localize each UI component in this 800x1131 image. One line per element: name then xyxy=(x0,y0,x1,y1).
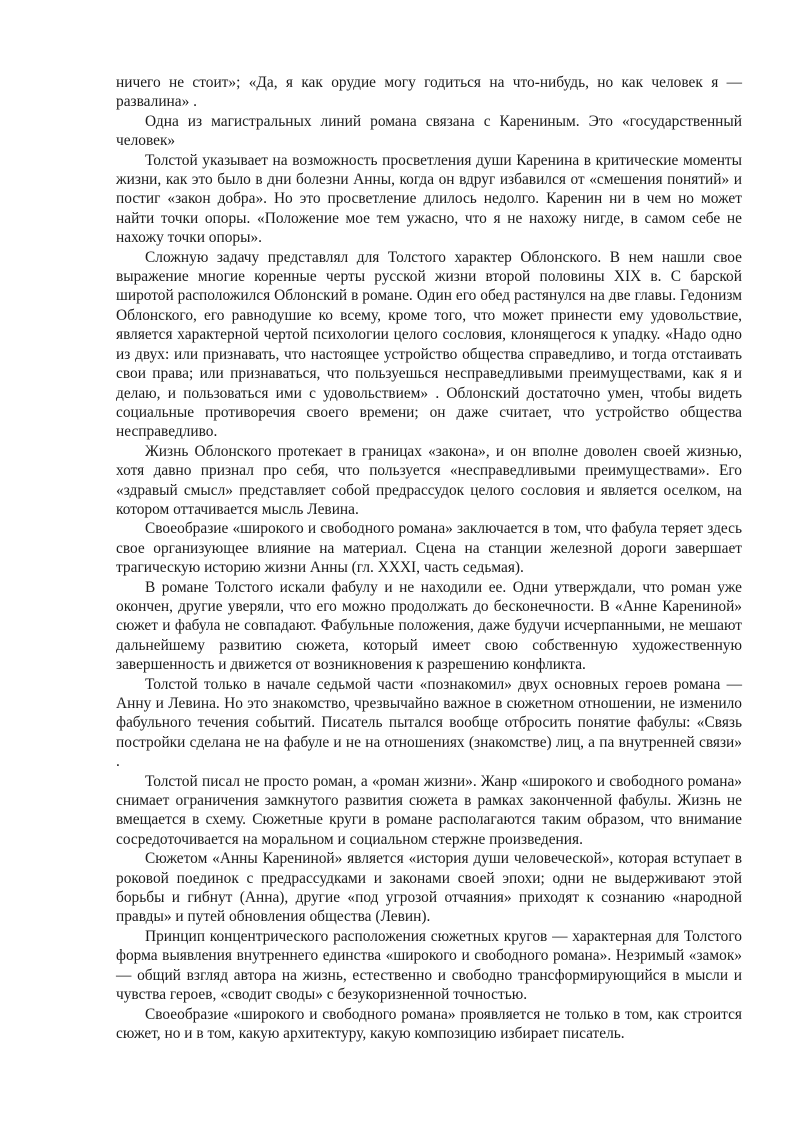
paragraph-5: Жизнь Облонского протекает в границах «закона», и он вполне доволен своей жизнью, хотя давно признал про себя, что пользуется «несправедливыми преимуществами». Его «здравый смысл» представляет собой предрассудок целого сословия и является оселком, на котором оттачивается мысль Левина. xyxy=(116,442,742,518)
paragraph-3: Толстой указывает на возможность просветления души Каренина в критические моменты жизни, как это было в дни болезни Анны, когда он вдруг избавился от «смешения понятий» и постиг «закон добра». Но это просветление длилось недолго. Каренин ни в чем но может найти точки опоры. «Положение мое тем ужасно, что я не нахожу нигде, в самом себе не нахожу точки опоры». xyxy=(116,151,742,247)
paragraph-9: Толстой писал не просто роман, а «роман жизни». Жанр «широкого и свободного романа» снимает ограничения замкнутого развития сюжета в рамках законченной фабулы. Жизнь не вмещается в схему. Сюжетные круги в романе располагаются таким образом, что внимание сосредоточивается на моральном и социальном стержне произведения. xyxy=(116,772,742,848)
paragraph-8: Толстой только в начале седьмой части «познакомил» двух основных героев романа — Анну и Левина. Но это знакомство, чрезвычайно важное в сюжетном отношении, не изменило фабульного течения событий. Писатель пытался вообще отбросить понятие фабулы: «Связь постройки сделана не на фабуле и не на отношениях (знакомстве) лиц, а па внутренней связи» . xyxy=(116,675,742,771)
document-page xyxy=(116,73,742,1043)
paragraph-4: Сложную задачу представлял для Толстого характер Облонского. В нем нашли свое выражение многие коренные черты русской жизни второй половины XIX в. С барской широтой расположился Облонский в романе. Один его обед растянулся на две главы. Гедонизм Облонского, его равнодушие ко всему, кроме того, что может принести ему удовольствие, является характерной чертой психологии целого сословия, клонящегося к упадку. «Надо одно из двух: или признавать, что настоящее устройство общества справедливо, и тогда отстаивать свои права; или признаваться, что пользуешься несправедливыми преимуществами, как я и делаю, и пользоваться ими с удовольствием» . Облонский достаточно умен, чтобы видеть социальные противоречия своего времени; он даже считает, что устройство общества несправедливо. xyxy=(116,248,742,441)
paragraph-11: Принцип концентрического расположения сюжетных кругов — характерная для Толстого форма выявления внутреннего единства «широкого и свободного романа». Незримый «замок» — общий взгляд автора на жизнь, естественно и свободно трансформирующийся в мысли и чувства героев, «сводит своды» с безукоризненной точностью. xyxy=(116,927,742,1004)
paragraph-12: Своеобразие «широкого и свободного романа» проявляется не только в том, как строится сюжет, но и в том, какую архитектуру, какую композицию избирает писатель. xyxy=(116,1005,742,1042)
paragraph-1: ничего не стоит»; «Да, я как орудие могу годиться на что-нибудь, но как человек я — развалина» . xyxy=(116,74,742,111)
paragraph-6: Своеобразие «широкого и свободного романа» заключается в том, что фабула теряет здесь свое организующее влияние на материал. Сцена на станции железной дороги завершает трагическую историю жизни Анны (гл. XXXI, часть седьмая). xyxy=(116,520,742,577)
paragraph-10: Сюжетом «Анны Карениной» является «история души человеческой», которая вступает в роковой поединок с предрассудками и законами своей эпохи; одни не выдерживают этой борьбы и гибнут (Анна), другие «под угрозой отчаяния» приходят к сознанию «народной правды» и путей обновления общества (Левин). xyxy=(116,850,742,926)
paragraph-7: В романе Толстого искали фабулу и не находили ее. Одни утверждали, что роман уже окончен, другие уверяли, что его можно продолжать до бесконечности. В «Анне Карениной» сюжет и фабула не совпадают. Фабульные положения, даже будучи исчерпанными, не мешают дальнейшему развитию сюжета, который имеет свою собственную художественную завершенность и движется от возникновения к разрешению конфликта. xyxy=(116,578,742,674)
paragraph-2: Одна из магистральных линий романа связана с Карениным. Это «государственный человек» xyxy=(116,112,742,150)
